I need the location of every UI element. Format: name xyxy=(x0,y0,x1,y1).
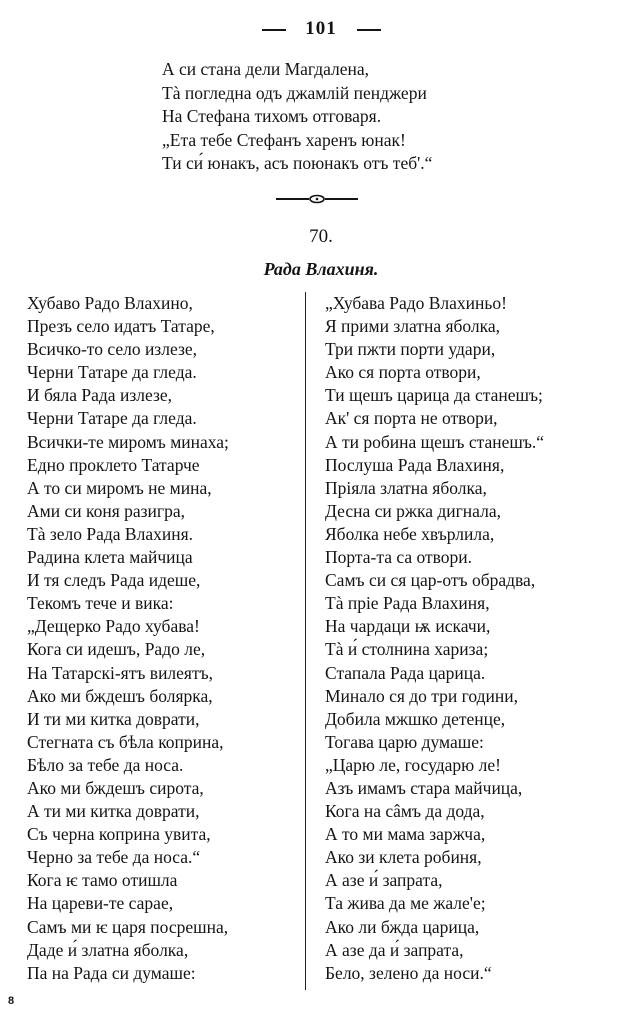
verse-line: Ти си́ юнакъ, асъ поюнакъ отъ теб'.“ xyxy=(162,153,433,173)
verse-line: На Татарскі-ятъ вилеятъ, xyxy=(27,662,214,683)
verse-line: Бѣло за тебе да носа. xyxy=(27,754,184,775)
verse-line: Ак' ся порта не отвори, xyxy=(325,408,498,429)
verse-line: Тà зело Рада Влахиня. xyxy=(27,523,193,544)
verse-line: Тà погледна одъ джамлій пенджери xyxy=(162,82,427,103)
verse-line: Черни Татаре да гледа. xyxy=(27,362,197,383)
verse-line: Ако ли бжда царица, xyxy=(325,916,480,937)
poem-title: Рада Влахиня. xyxy=(263,259,379,279)
verse-line: Я прими златна яболка, xyxy=(325,316,501,337)
verse-line: Ако зи клета робиня, xyxy=(325,847,482,868)
page-number: 101 xyxy=(305,18,337,39)
verse-line: На чардаци ѭ искачи, xyxy=(325,616,491,637)
verse-line: На цареви-те сарае, xyxy=(27,893,174,914)
verse-line: Кога на сâмъ да дода, xyxy=(325,801,485,822)
verse-line: Кога си идешъ, Радо ле, xyxy=(27,639,206,660)
verse-line: А то си миромъ не мина, xyxy=(27,477,212,498)
verse-line: Ако ми бждешъ болярка, xyxy=(27,685,213,706)
verse-line: Тà и́ столнина харизa; xyxy=(325,639,489,660)
verse-line: Азъ имамъ стара майчица, xyxy=(325,777,523,798)
poem-number: 70. xyxy=(309,226,333,247)
verse-line: А ти ми китка доврати, xyxy=(27,801,200,822)
verse-line: Всички-те миромъ минаха; xyxy=(27,431,229,452)
verse-line: Па на Рада си думаше: xyxy=(27,962,196,983)
verse-line: Самъ ми ѥ царя посрешна, xyxy=(27,916,229,937)
verse-line: И бяла Рада излезе, xyxy=(27,385,172,406)
verse-line: Едно проклето Татарче xyxy=(27,454,200,475)
verse-line: А азе да и́ запрата, xyxy=(325,939,464,960)
printer-signature-mark: 8 xyxy=(8,995,15,1007)
verse-line: Ами си коня разигра, xyxy=(27,500,185,521)
verse-line: Радина клета майчица xyxy=(27,547,193,568)
verse-line: Порта-та са отвори. xyxy=(325,547,473,568)
verse-line: Тогава царю думаше: xyxy=(325,731,484,752)
verse-line: Три пжти порти удари, xyxy=(325,339,496,360)
verse-line: Черно за тебе да носа.“ xyxy=(27,847,201,868)
poem-column-right xyxy=(325,292,615,985)
verse-line: Даде и́ златна яболка, xyxy=(27,939,189,960)
poem-column-left xyxy=(27,292,317,985)
verse-line: „Ета тебе Стефанъ харенъ юнак! xyxy=(162,129,406,150)
header-dash-left xyxy=(262,29,286,31)
column-divider xyxy=(305,292,306,990)
verse-line: Черни Татаре да гледа. xyxy=(27,408,197,429)
verse-line: Всичко-то село излезе, xyxy=(27,339,197,360)
verse-line: Ако ми бждешъ сирота, xyxy=(27,777,204,798)
verse-line: „Хубава Радо Влахиньо! xyxy=(325,293,507,313)
verse-line: Послуша Рада Влахиня, xyxy=(325,454,505,475)
section-divider-ornament xyxy=(276,193,358,205)
verse-line: Съ черна коприна увита, xyxy=(27,824,211,845)
verse-line: Хубаво Радо Влахино, xyxy=(27,293,193,313)
verse-line: Ти щешъ царица да станешъ; xyxy=(325,385,543,406)
page-header xyxy=(0,18,642,40)
verse-line: А то ми мама заржча, xyxy=(325,824,486,845)
verse-line: Самъ си ся цар-отъ обрадва, xyxy=(325,570,536,591)
verse-line: Тà пріе Рада Влахиня, xyxy=(325,593,490,614)
verse-line: На Стефана тихомъ отговаря. xyxy=(162,106,382,126)
poem-ending-stanza xyxy=(162,58,582,176)
verse-line: Текомъ тече и вика: xyxy=(27,593,174,614)
verse-line: Ако ся порта отвори, xyxy=(325,362,481,383)
verse-line: Минало ся до три години, xyxy=(325,685,519,706)
verse-line: Кога ѥ тамо отишла xyxy=(27,870,178,891)
verse-line: „Дещерко Радо хубава! xyxy=(27,616,200,637)
verse-line: „Царю ле, государю ле! xyxy=(325,754,501,775)
verse-line: Добила мжшко детенце, xyxy=(325,708,506,729)
verse-line: Стегната съ бѣла коприна, xyxy=(27,731,224,752)
verse-line: Бело, зелено да носи.“ xyxy=(325,962,492,983)
verse-line: А ти робина щешъ станешъ.“ xyxy=(325,431,545,452)
verse-line: Та жива да ме жале'е; xyxy=(325,893,486,914)
verse-line: И тя следъ Рада идеше, xyxy=(27,570,201,591)
verse-line: Презъ село идатъ Татаре, xyxy=(27,316,215,337)
header-dash-right xyxy=(357,29,381,31)
verse-line: Яболка небе хвърлила, xyxy=(325,523,495,544)
verse-line: И ти ми китка доврати, xyxy=(27,708,200,729)
verse-line: А си стана дели Магдалена, xyxy=(162,59,370,79)
verse-line: Стапала Рада царица. xyxy=(325,662,486,683)
verse-line: Десна си ржка дигнала, xyxy=(325,500,501,521)
verse-line: Пріяла златна яболка, xyxy=(325,477,487,498)
verse-line: А азе и́ запрата, xyxy=(325,870,443,891)
